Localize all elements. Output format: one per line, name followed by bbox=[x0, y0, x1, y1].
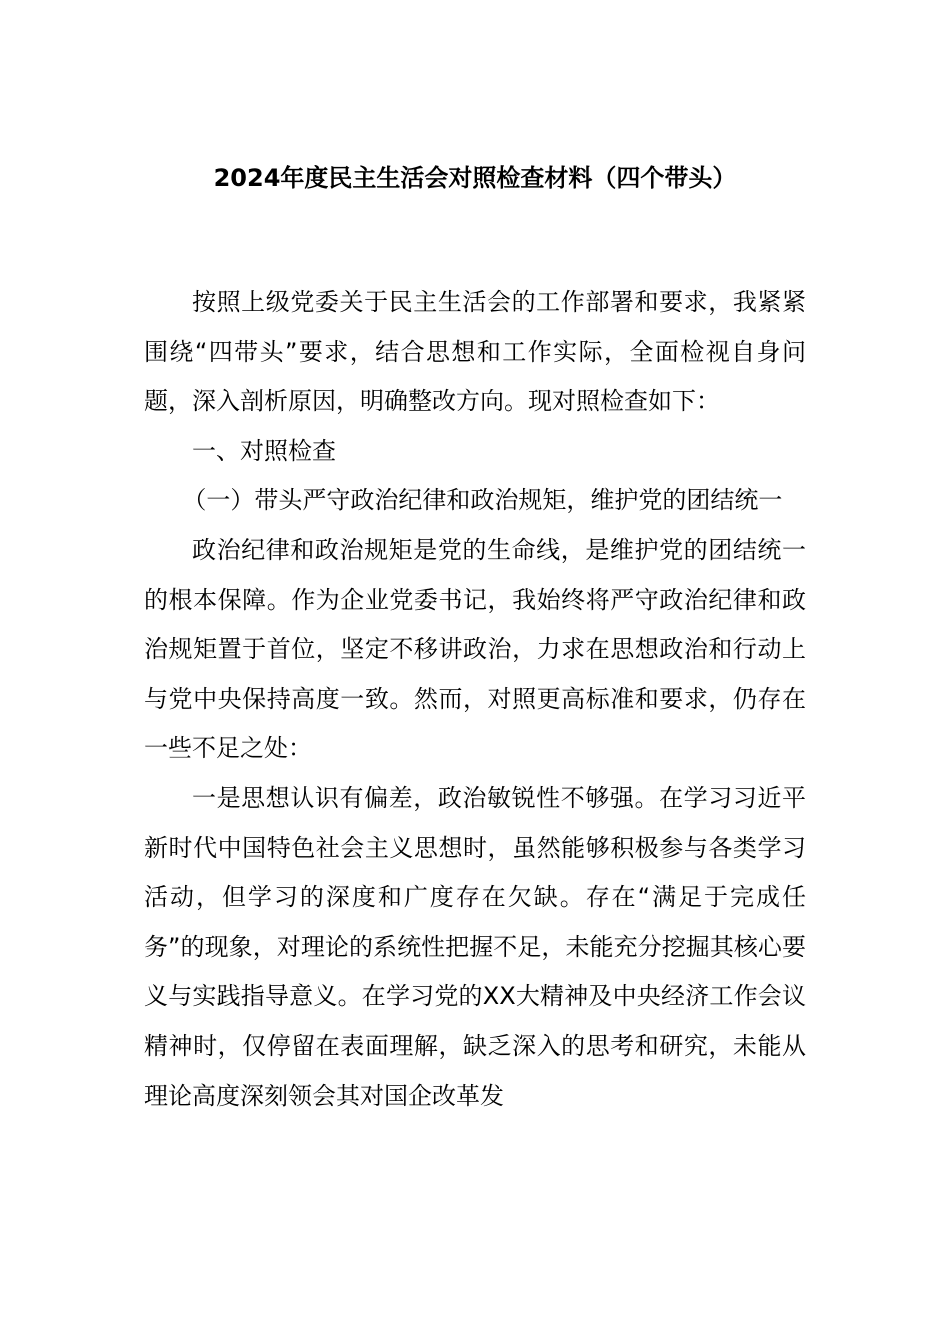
document-body bbox=[144, 278, 806, 1121]
subsection-heading: （一）带头严守政治纪律和政治规矩，维护党的团结统一 bbox=[182, 486, 783, 515]
document-title: 2024年度民主生活会对照检查材料（四个带头） bbox=[213, 164, 737, 192]
section-heading: 一、对照检查 bbox=[192, 436, 336, 465]
body-paragraph: 一是思想认识有偏差，政治敏锐性不够强。在学习习近平新时代中国特色社会主义思想时，虽然能够积极参与各类学习活动，但学习的深度和广度存在欠缺。存在“满足于完成任务”的现象，对理论的系统性把握不足，未能充分挖掘其核心要义与实践指导意义。在学习党的XX大精神及中央经济工作会议精神时，仅停留在表面理解，缺乏深入的思考和研究，未能从理论高度深刻领会其对国企改革发 bbox=[144, 783, 806, 1110]
body-paragraph: 政治纪律和政治规矩是党的生命线，是维护党的团结统一的根本保障。作为企业党委书记，我始终将严守政治纪律和政治规矩置于首位，坚定不移讲政治，力求在思想政治和行动上与党中央保持高度一致。然而，对照更高标准和要求，仍存在一些不足之处： bbox=[144, 535, 806, 763]
intro-paragraph: 按照上级党委关于民主生活会的工作部署和要求，我紧紧围绕“四带头”要求，结合思想和工作实际，全面检视自身问题，深入剖析原因，明确整改方向。现对照检查如下： bbox=[144, 288, 806, 416]
